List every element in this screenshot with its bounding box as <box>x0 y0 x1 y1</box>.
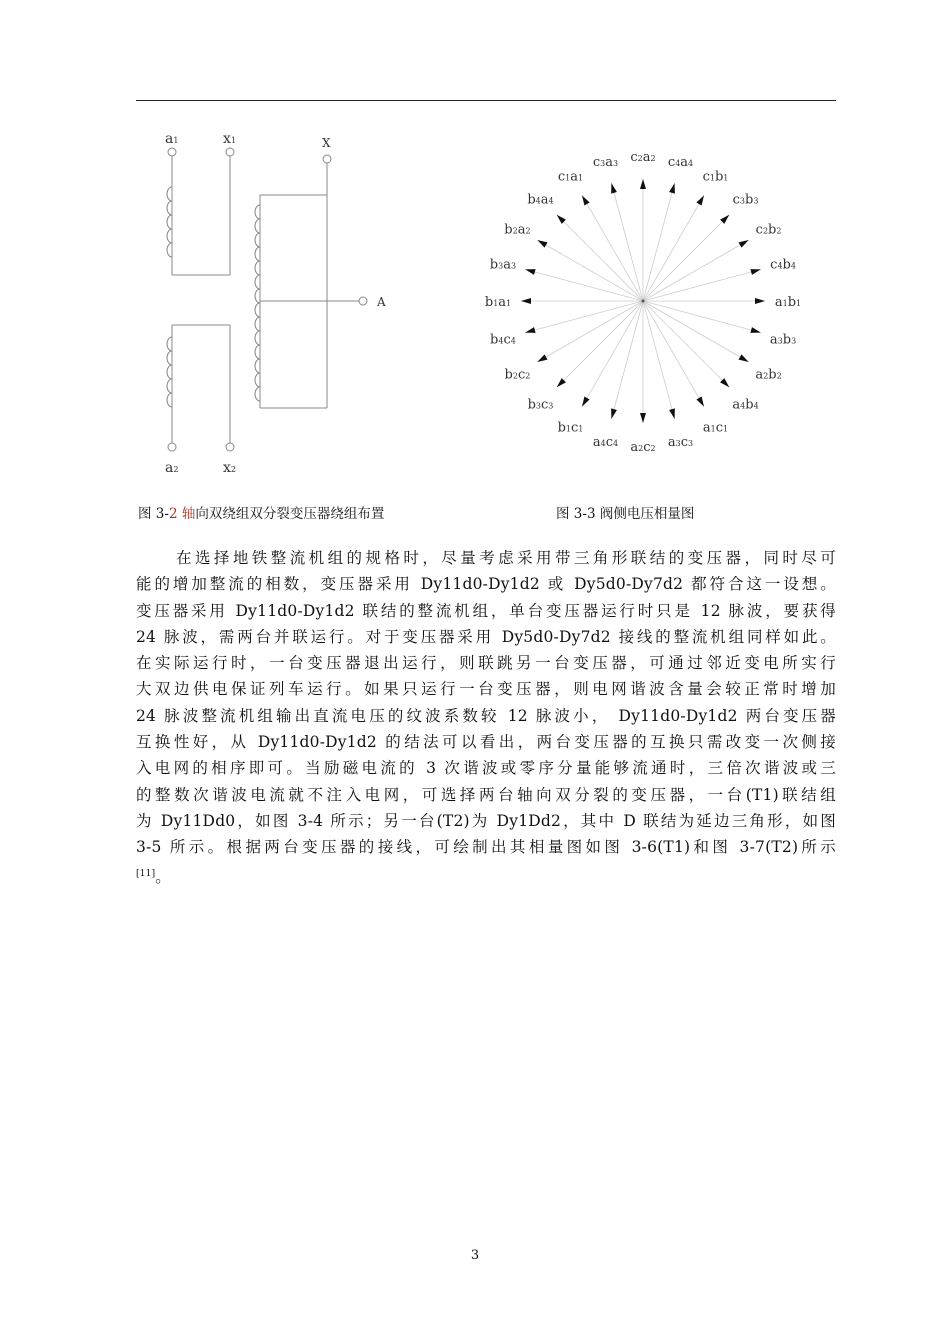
phasor-arrowhead <box>755 298 765 304</box>
phasor-line <box>582 301 643 407</box>
phasor-arrowhead <box>738 240 748 248</box>
phasor-line <box>557 301 643 387</box>
phasor-line <box>643 183 675 301</box>
phasor-label: c1a1 <box>557 169 584 185</box>
phasor-arrowhead <box>525 327 535 333</box>
caption-fig-3-3: 图 3-3 阀侧电压相量图 <box>556 506 695 522</box>
label-x2-sub: 2 <box>230 465 236 474</box>
phasor-diagram <box>460 125 830 480</box>
svg-text:a1 <box>165 131 178 147</box>
phasor-line <box>643 301 704 407</box>
phasor-label: b1a1 <box>484 295 512 310</box>
body-line: 能的增加整流的相数，变压器采用 Dy11d0-Dy1d2 或 Dy5d0-Dy7d2 都符合这一设想。 <box>136 575 836 594</box>
phasor-line <box>643 301 761 333</box>
body-line: 互换性好，从 Dy11d0-Dy1d2 的结法可以看出，两台变压器的互换只需改变一次侧接 <box>136 733 836 752</box>
phasor-arrowhead <box>582 396 590 406</box>
body-line: 24 脉波整流机组输出直流电压的纹波系数较 12 脉波小， Dy11d0-Dy1d2 两台变压器 <box>136 706 836 725</box>
caption-rest: 向双绕组双分裂变压器绕组布置 <box>195 506 385 522</box>
label-x2: x <box>223 460 231 476</box>
phasor-label: a2b2 <box>755 367 782 383</box>
phasor-arrowhead <box>521 298 531 304</box>
body-line-last <box>136 861 836 890</box>
body-line: 3-5 所示。根据两台变压器的接线，可绘制出其相量图如图 3-6(T1)和图 3-7(T2)所示 <box>136 838 836 857</box>
label-x1-sub: 1 <box>230 136 236 145</box>
phasor-label: b3a3 <box>489 257 517 273</box>
phasor-line <box>525 301 643 333</box>
phasor-label: b2c2 <box>504 367 531 383</box>
phasor-line <box>537 240 643 301</box>
end-mark: 。 <box>155 867 171 886</box>
caption-prefix: 图 3- <box>138 506 169 522</box>
body-line: 为 Dy11Dd0，如图 3-4 所示；另一台(T2)为 Dy1Dd2，其中 D 联结为延边三角形，如图 <box>136 811 836 830</box>
phasor-line <box>643 301 749 362</box>
body-line: 的整数次谐波电流就不注入电网，可选择两台轴向双分裂的变压器，一台(T1)联结组 <box>136 785 836 804</box>
phasor-label: c3a3 <box>592 154 619 170</box>
phasor-arrowhead <box>640 179 646 189</box>
phasor-label: a4b4 <box>732 397 759 413</box>
phasor-line <box>525 269 643 301</box>
svg-text:x2 <box>223 460 236 476</box>
phasor-arrowhead <box>537 354 547 362</box>
label-a1-sub: 1 <box>173 136 179 145</box>
phasor-label: c4b4 <box>770 257 796 273</box>
phasor-line <box>643 301 675 419</box>
label-a2: a <box>165 460 174 476</box>
body-line: 变压器采用 Dy11d0-Dy1d2 联结的整流机组，单台变压器运行时只是 12 脉波，要获得 <box>136 601 836 620</box>
body-line: 入电网的相序即可。当励磁电流的 3 次谐波或零序分量能够流通时，三倍次谐波或三 <box>136 759 836 778</box>
winding-diagram <box>150 125 410 480</box>
page-number: 3 <box>470 1248 480 1263</box>
phasor-arrowhead <box>537 240 547 248</box>
phasor-label: a3c3 <box>667 435 694 451</box>
phasor-label: c2a2 <box>630 150 656 165</box>
phasor-line <box>611 301 643 419</box>
phasor-label: a4c4 <box>592 435 619 451</box>
phasor-label: a3b3 <box>769 332 797 348</box>
phasor-arrowhead <box>611 183 617 193</box>
phasor-arrowhead <box>611 408 617 418</box>
phasor-label: c1b1 <box>702 169 729 185</box>
phasor-label: b2a2 <box>504 222 531 238</box>
phasor-arrowhead <box>669 408 675 418</box>
body-line: 在选择地铁整流机组的规格时，尽量考虑采用带三角形联结的变压器，同时尽可 <box>176 549 836 567</box>
phasor-arrowhead <box>750 269 760 275</box>
phasor-arrowhead <box>582 195 590 205</box>
phasor-label: b3c3 <box>527 397 554 413</box>
phasor-line <box>582 195 643 301</box>
phasor-line <box>643 215 729 301</box>
svg-text:x1 <box>223 131 236 147</box>
phasor-line <box>643 195 704 301</box>
header-rule <box>136 100 836 101</box>
phasor-line <box>557 215 643 301</box>
phasor-line <box>643 301 729 387</box>
citation: [11] <box>136 868 156 879</box>
phasor-line <box>537 301 643 362</box>
body-line: 大双边供电保证列车运行。如果只运行一台变压器，则电网谐波含量会较正常时增加 <box>136 680 836 699</box>
label-a2-sub: 2 <box>173 465 179 474</box>
body-line: 在实际运行时，一台变压器退出运行，则联跳另一台变压器，可通过邻近变电所实行 <box>136 654 836 673</box>
phasor-arrowhead <box>640 413 646 423</box>
body-line: 24 脉波，需两台并联运行。对于变压器采用 Dy5d0-Dy7d2 接线的整流机组同样如此。 <box>136 627 836 646</box>
phasor-label: a2c2 <box>630 440 656 455</box>
phasor-label: c3b3 <box>732 192 759 208</box>
label-a1: a <box>165 131 174 147</box>
phasor-arrowhead <box>738 354 748 362</box>
phasor-origin <box>642 300 645 303</box>
label-x1: x <box>223 131 231 147</box>
caption-number: 2 <box>168 506 178 522</box>
phasor-label: b4a4 <box>527 192 554 208</box>
phasor-arrowhead <box>750 327 760 333</box>
phasor-arrowhead <box>669 183 675 193</box>
phasor-label: b4c4 <box>490 332 516 348</box>
body-paragraph <box>136 545 836 890</box>
svg-text:a2 <box>165 460 178 476</box>
caption-highlight: 轴 <box>181 506 196 522</box>
phasor-label: c2b2 <box>755 222 782 238</box>
phasor-label: c4a4 <box>667 154 694 170</box>
phasor-label: a1c1 <box>702 420 729 436</box>
label-X: X <box>322 136 331 150</box>
phasor-arrowhead <box>525 269 535 275</box>
phasor-line <box>643 269 761 301</box>
phasor-label: a1b1 <box>774 295 802 310</box>
caption-fig-3-2 <box>138 502 384 522</box>
phasor-line <box>611 183 643 301</box>
phasor-arrowhead <box>696 396 704 406</box>
phasor-arrowhead <box>696 195 704 205</box>
phasor-label: b1c1 <box>557 420 584 436</box>
phasor-line <box>643 240 749 301</box>
label-A: A <box>377 295 386 309</box>
